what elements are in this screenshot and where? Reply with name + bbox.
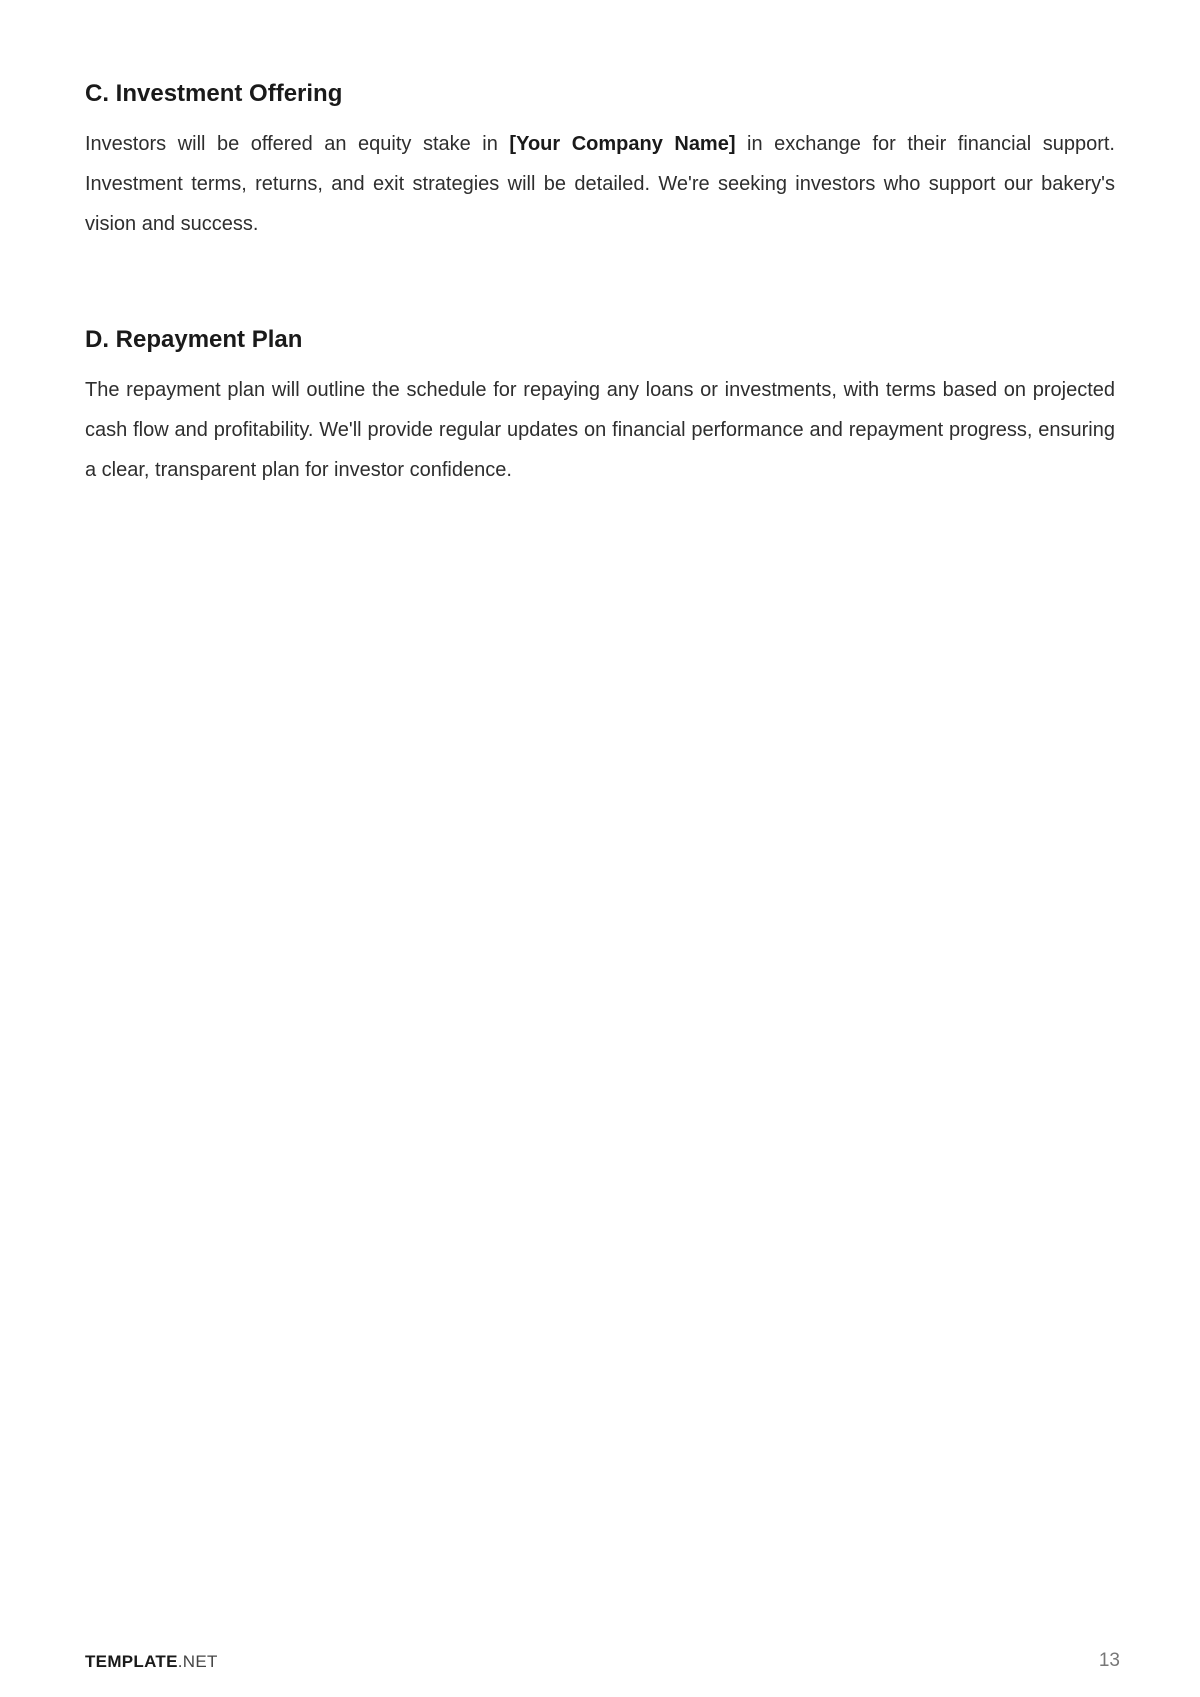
paragraph-text: in exchange for their financial support. Investment terms, returns, and exit strategies will be detailed. We're seeking investors who support our bakery's vision and success. xyxy=(85,133,1115,235)
section-investment-offering xyxy=(85,78,1115,244)
page-number: 13 xyxy=(1098,1650,1120,1671)
section-repayment-plan xyxy=(85,324,1115,490)
section-heading: D. Repayment Plan xyxy=(85,326,303,353)
section-paragraph: The repayment plan will outline the schedule for repaying any loans or investments, with terms based on projected cash flow and profitability. We'll provide regular updates on financial performance and repayment progress, ensuring a clear, transparent plan for investor confidence. xyxy=(85,379,1115,481)
company-name-placeholder: [Your Company Name] xyxy=(509,133,736,155)
paragraph-text: Investors will be offered an equity stake in xyxy=(85,133,510,155)
section-heading: C. Investment Offering xyxy=(85,80,343,107)
page-footer xyxy=(85,1650,1120,1680)
brand-logo xyxy=(85,1652,218,1672)
brand-domain: .NET xyxy=(177,1652,218,1671)
brand-name: TEMPLATE xyxy=(85,1652,178,1671)
section-paragraph xyxy=(85,124,1115,244)
